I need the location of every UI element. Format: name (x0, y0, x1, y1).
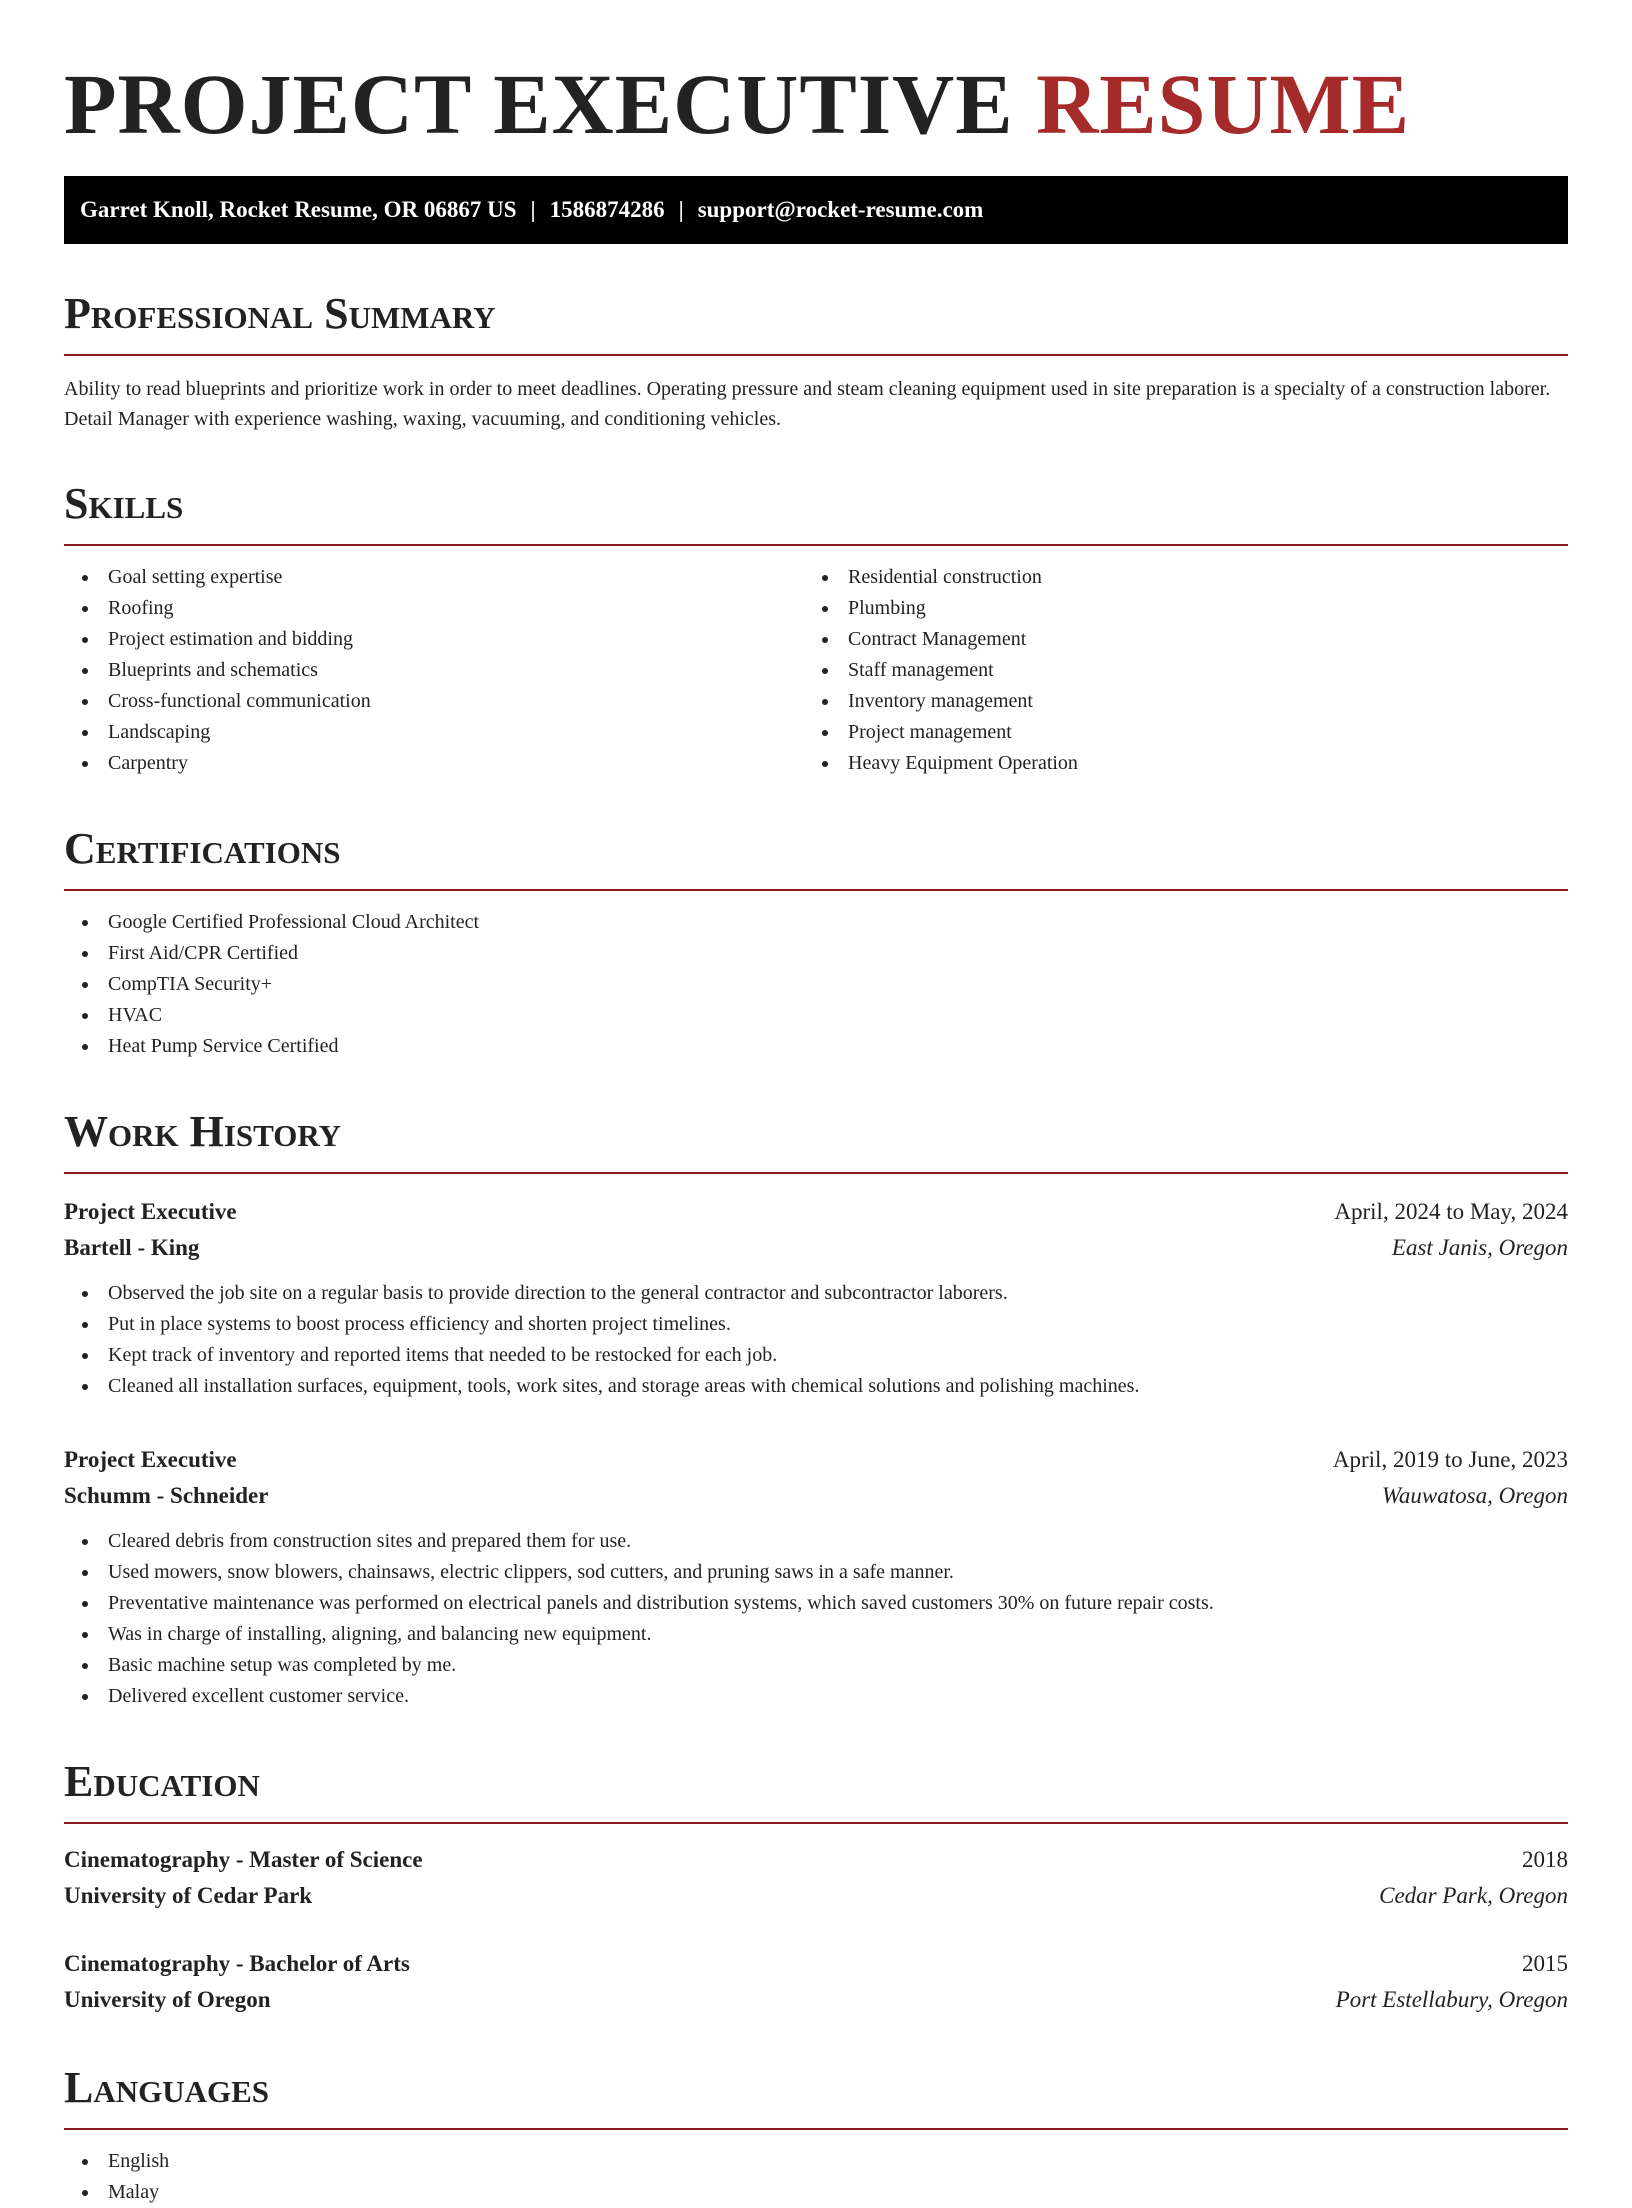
skill-item: Carpentry (64, 748, 804, 779)
certification-item: HVAC (64, 1000, 1568, 1031)
skill-item: Roofing (64, 593, 804, 624)
contact-separator: | (530, 197, 536, 222)
language-item: Malay (64, 2177, 1568, 2208)
certifications-section (64, 823, 1568, 1062)
job-title: Project Executive (64, 1199, 237, 1224)
job-title: Project Executive (64, 1447, 237, 1472)
education-section (64, 1756, 1568, 2018)
languages-heading: Languages (64, 2062, 1568, 2130)
job-dates: April, 2024 to May, 2024 (1334, 1199, 1568, 1224)
education-entry (64, 1842, 1568, 1914)
language-item: English (64, 2146, 1568, 2177)
contact-bar (64, 176, 1568, 244)
job-location: East Janis, Oregon (1391, 1235, 1568, 1260)
skill-item: Blueprints and schematics (64, 655, 804, 686)
skills-heading: Skills (64, 478, 1568, 546)
education-school: University of Oregon (64, 1987, 271, 2012)
job-header-row (64, 1194, 1568, 1230)
skill-item: Inventory management (804, 686, 1544, 717)
skills-section (64, 478, 1568, 779)
job-duty-item: Was in charge of installing, aligning, and balancing new equipment. (64, 1619, 1568, 1650)
title-main: PROJECT EXECUTIVE (64, 56, 1014, 152)
languages-section (64, 2062, 1568, 2208)
summary-heading: Professional Summary (64, 288, 1568, 356)
education-degree: Cinematography - Bachelor of Arts (64, 1951, 410, 1976)
contact-address: Garret Knoll, Rocket Resume, OR 06867 US (80, 197, 517, 222)
skill-item: Goal setting expertise (64, 562, 804, 593)
skills-list-right (804, 562, 1544, 779)
work-history-heading: Work History (64, 1106, 1568, 1174)
job-location: Wauwatosa, Oregon (1381, 1483, 1568, 1508)
education-school-row (64, 1982, 1568, 2018)
certifications-heading: Certifications (64, 823, 1568, 891)
skills-list-left (64, 562, 804, 779)
job-duty-item: Cleaned all installation surfaces, equipment, tools, work sites, and storage areas with chemical solutions and polishing machines. (64, 1371, 1568, 1402)
education-year: 2018 (1522, 1847, 1568, 1872)
job-duties-list (64, 1278, 1568, 1402)
education-degree-row (64, 1842, 1568, 1878)
skill-item: Staff management (804, 655, 1544, 686)
job-duties-list (64, 1526, 1568, 1712)
education-school-row (64, 1878, 1568, 1914)
education-degree: Cinematography - Master of Science (64, 1847, 423, 1872)
contact-email: support@rocket-resume.com (697, 197, 984, 222)
summary-section (64, 288, 1568, 434)
work-history-section (64, 1106, 1568, 1712)
resume-title (64, 54, 1568, 154)
job-duty-item: Used mowers, snow blowers, chainsaws, electric clippers, sod cutters, and pruning saws in a safe manner. (64, 1557, 1568, 1588)
job-company: Bartell - King (64, 1235, 200, 1260)
certifications-list (64, 907, 1568, 1062)
skill-item: Project management (804, 717, 1544, 748)
certification-item: First Aid/CPR Certified (64, 938, 1568, 969)
contact-separator: | (678, 197, 684, 222)
job-dates: April, 2019 to June, 2023 (1332, 1447, 1568, 1472)
education-entry (64, 1946, 1568, 2018)
skill-item: Landscaping (64, 717, 804, 748)
education-location: Port Estellabury, Oregon (1335, 1987, 1568, 2012)
job-entry (64, 1442, 1568, 1712)
skill-item: Residential construction (804, 562, 1544, 593)
summary-text: Ability to read blueprints and prioritize work in order to meet deadlines. Operating pressure and steam cleaning equipment used in site preparation is a specialty of a construction laborer. Detail Manager with experience washing, waxing, vacuuming, and conditioning vehicles. (64, 378, 1551, 430)
education-school: University of Cedar Park (64, 1883, 313, 1908)
job-duty-item: Kept track of inventory and reported items that needed to be restocked for each job. (64, 1340, 1568, 1371)
job-duty-item: Cleared debris from construction sites and prepared them for use. (64, 1526, 1568, 1557)
skill-item: Cross-functional communication (64, 686, 804, 717)
languages-list (64, 2146, 1568, 2208)
skill-item: Project estimation and bidding (64, 624, 804, 655)
certification-item: Google Certified Professional Cloud Architect (64, 907, 1568, 938)
job-duty-item: Observed the job site on a regular basis to provide direction to the general contractor and subcontractor laborers. (64, 1278, 1568, 1309)
skill-item: Plumbing (804, 593, 1544, 624)
education-year: 2015 (1522, 1951, 1568, 1976)
title-accent: RESUME (1036, 56, 1411, 152)
skills-columns (64, 546, 1568, 779)
job-duty-item: Put in place systems to boost process efficiency and shorten project timelines. (64, 1309, 1568, 1340)
job-company: Schumm - Schneider (64, 1483, 269, 1508)
job-company-row (64, 1478, 1568, 1514)
skill-item: Contract Management (804, 624, 1544, 655)
education-degree-row (64, 1946, 1568, 1982)
job-duty-item: Delivered excellent customer service. (64, 1681, 1568, 1712)
job-company-row (64, 1230, 1568, 1266)
job-entry (64, 1194, 1568, 1402)
certification-item: CompTIA Security+ (64, 969, 1568, 1000)
skill-item: Heavy Equipment Operation (804, 748, 1544, 779)
job-duty-item: Preventative maintenance was performed on electrical panels and distribution systems, which saved customers 30% on future repair costs. (64, 1588, 1568, 1619)
job-duty-item: Basic machine setup was completed by me. (64, 1650, 1568, 1681)
education-location: Cedar Park, Oregon (1379, 1883, 1568, 1908)
job-header-row (64, 1442, 1568, 1478)
certification-item: Heat Pump Service Certified (64, 1031, 1568, 1062)
contact-phone: 1586874286 (549, 197, 665, 222)
education-heading: Education (64, 1756, 1568, 1824)
